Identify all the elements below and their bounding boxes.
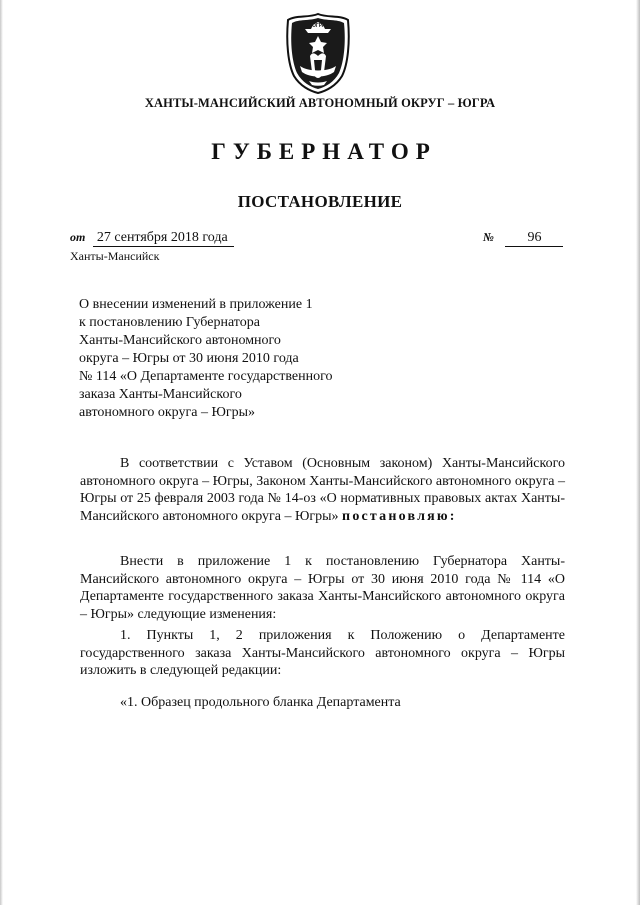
number-prefix: № xyxy=(483,230,494,244)
decree-word: постановляю xyxy=(342,508,450,524)
date-prefix: от xyxy=(70,230,86,244)
decree-colon: : xyxy=(449,508,455,524)
form-sample-paragraph: «1. Образец продольного бланка Департамента xyxy=(120,695,401,710)
subject-line: округа – Югры от 30 июня 2010 года xyxy=(79,351,299,366)
item-1-paragraph: 1. Пункты 1, 2 приложения к Положению о Департаменте государственного заказа Ханты-Мансийского автономного округа – Югры изложить в следующей редакции: xyxy=(80,628,565,678)
emblem-label: ЮГРА xyxy=(310,23,326,29)
subject-line: № 114 «О Департаменте государственного xyxy=(79,369,333,384)
preamble-paragraph xyxy=(80,455,565,525)
region-title: ХАНТЫ-МАНСИЙСКИЙ АВТОНОМНЫЙ ОКРУГ – ЮГРА xyxy=(144,96,496,110)
subject-line: к постановлению Губернатора xyxy=(79,315,260,330)
subject-line: автономного округа – Югры» xyxy=(79,405,255,420)
number-value: 96 xyxy=(505,230,563,247)
subject-line: О внесении изменений в приложение 1 xyxy=(79,297,313,312)
scan-edge-right xyxy=(636,0,640,905)
subject-line: Ханты-Мансийского автономного xyxy=(79,333,281,348)
coat-of-arms-emblem xyxy=(284,12,352,94)
preamble-text: В соответствии с Уставом (Основным законом) Ханты-Мансийского автономного округа – Югры, Законом Ханты-Мансийского автономного округа – Югры от 25 февраля 2003 года № 14-оз «О нормативных правовых актах Ханты-Мансийского автономного округа – Югры» xyxy=(80,456,565,524)
issue-city: Ханты-Мансийск xyxy=(70,249,160,263)
subject-line: заказа Ханты-Мансийского xyxy=(79,387,242,402)
document-date xyxy=(70,230,234,247)
date-value: 27 сентября 2018 года xyxy=(93,230,234,247)
document-subject xyxy=(79,296,379,422)
governor-heading: ГУБЕРНАТОР xyxy=(211,139,437,164)
scan-edge-left xyxy=(0,0,3,905)
amendment-paragraph: Внести в приложение 1 к постановлению Губернатора Ханты-Мансийского автономного округа – Югры от 30 июня 2010 года № 114 «О Департаменте государственного заказа Ханты-Мансийского автономного округа – Югры» следующие изменения: xyxy=(80,554,565,622)
document-type-heading: ПОСТАНОВЛЕНИЕ xyxy=(237,192,403,211)
document-number xyxy=(483,230,563,247)
